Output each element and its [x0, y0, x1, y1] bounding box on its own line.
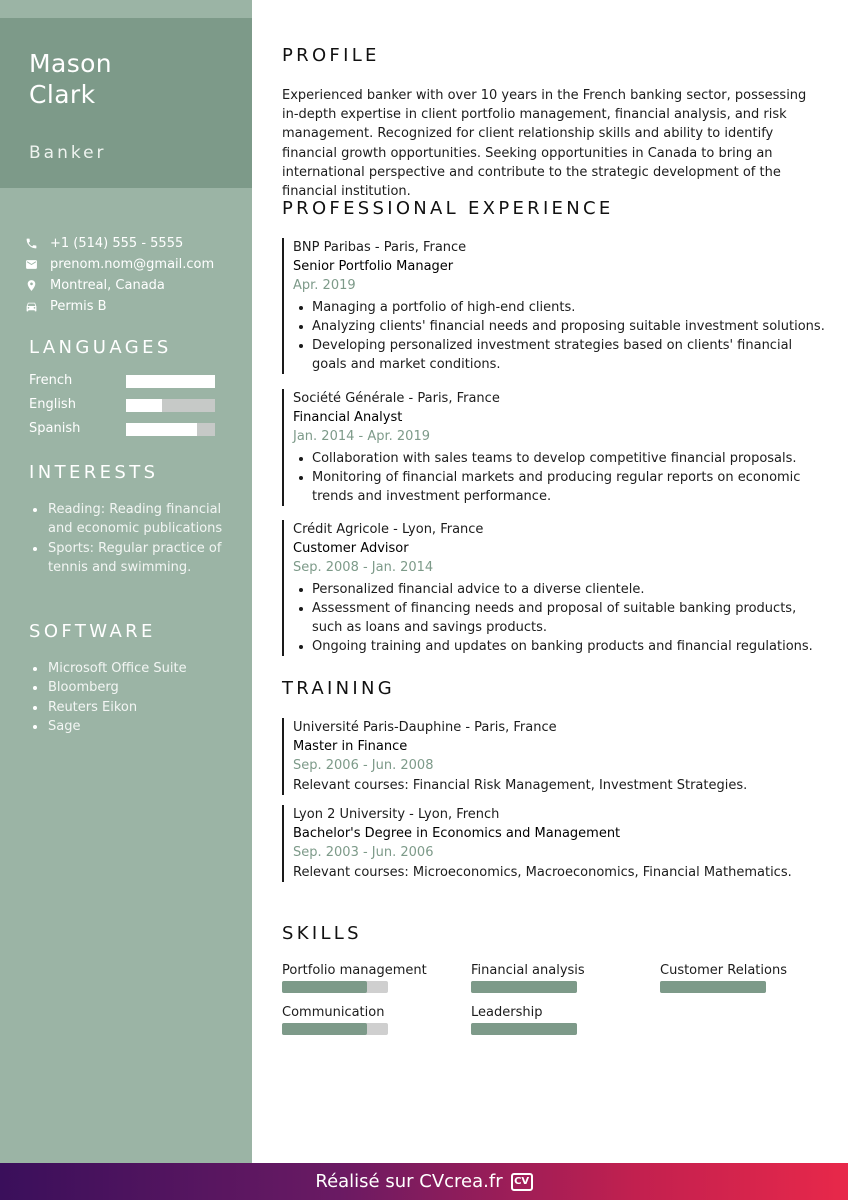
software-list [29, 659, 225, 736]
contact-phone [24, 233, 214, 254]
job-bullets [293, 298, 827, 375]
list-item: Monitoring of financial markets and producing regular reports on economic trends and investment performance. [293, 468, 827, 506]
phone-text: +1 (514) 555 - 5555 [50, 236, 184, 251]
skills-heading: SKILLS [282, 923, 362, 944]
skill-item [282, 1005, 452, 1035]
training-entry [282, 805, 827, 882]
languages-list [29, 373, 219, 445]
employer: BNP Paribas - Paris, France [293, 240, 467, 255]
language-level-bar [126, 399, 215, 412]
skill-item [471, 1005, 641, 1035]
training-entry [282, 718, 827, 795]
list-item: Managing a portfolio of high-end clients. [293, 298, 827, 317]
list-item: Microsoft Office Suite [29, 659, 225, 678]
job-dates: Sep. 2008 - Jan. 2014 [293, 560, 434, 576]
list-item: Ongoing training and updates on banking products and financial regulations. [293, 637, 827, 656]
school: Université Paris-Dauphine - Paris, France [293, 720, 557, 735]
location-pin-icon [24, 278, 39, 293]
footer-text[interactable]: Réalisé sur CVcrea.fr [315, 1171, 503, 1192]
language-level-bar [126, 375, 215, 388]
employer: Société Générale - Paris, France [293, 391, 500, 406]
location-text: Montreal, Canada [50, 278, 165, 293]
experience-heading: PROFESSIONAL EXPERIENCE [282, 198, 614, 219]
list-item: Sage [29, 717, 225, 736]
skill-item [471, 963, 641, 993]
employer: Crédit Agricole - Lyon, France [293, 522, 484, 537]
email-text: prenom.nom@gmail.com [50, 257, 215, 272]
list-item: Analyzing clients' financial needs and proposing suitable investment solutions. [293, 317, 827, 336]
experience-entry [282, 389, 827, 506]
list-item: Personalized financial advice to a diverse clientele. [293, 580, 827, 599]
software-heading: SOFTWARE [29, 621, 156, 642]
candidate-name [29, 48, 229, 110]
license-text: Permis B [50, 299, 107, 314]
job-bullets [293, 580, 827, 657]
job-title: Banker [29, 143, 107, 163]
language-label: English [29, 397, 76, 412]
list-item: Reuters Eikon [29, 698, 225, 717]
contact-email [24, 254, 214, 275]
list-item: Bloomberg [29, 678, 225, 697]
language-label: French [29, 373, 73, 388]
job-role: Financial Analyst [293, 410, 403, 426]
sidebar [0, 0, 252, 1163]
job-dates: Apr. 2019 [293, 278, 356, 294]
contact-license [24, 296, 214, 317]
job-role: Senior Portfolio Manager [293, 259, 454, 275]
training-heading: TRAINING [282, 678, 395, 699]
study-dates: Sep. 2006 - Jun. 2008 [293, 758, 434, 774]
language-level-bar [126, 423, 215, 436]
degree: Bachelor's Degree in Economics and Management [293, 826, 621, 842]
skill-level-bar [471, 981, 577, 993]
profile-text: Experienced banker with over 10 years in the French banking sector, possessing in-depth expertise in client portfolio management, financial analysis, and risk management. Recognized for client relationship skills and ability to identify financial growth opportunities. Seeking opportunities in Canada to bring an international perspective and contribute to the strategic development of the financial institution. [282, 88, 807, 200]
skill-item [282, 963, 452, 993]
skill-label: Financial analysis [471, 963, 585, 978]
footer-banner[interactable] [0, 1163, 848, 1200]
mail-icon [24, 257, 39, 272]
phone-icon [24, 236, 39, 251]
name-first: Mason [29, 49, 113, 78]
skill-level-bar [282, 1023, 388, 1035]
skill-level-bar [660, 981, 766, 993]
name-last: Clark [29, 80, 96, 109]
experience-entry [282, 520, 827, 656]
study-dates: Sep. 2003 - Jun. 2006 [293, 845, 434, 861]
experience-entry [282, 238, 827, 374]
list-item: Collaboration with sales teams to develop competitive financial proposals. [293, 449, 827, 468]
skill-label: Portfolio management [282, 963, 427, 978]
courses-text: Relevant courses: Microeconomics, Macroeconomics, Financial Mathematics. [293, 864, 792, 880]
contact-list [24, 233, 214, 317]
interests-heading: INTERESTS [29, 462, 159, 483]
job-bullets [293, 449, 827, 507]
language-item [29, 421, 219, 445]
profile-heading: PROFILE [282, 45, 380, 66]
list-item: Assessment of financing needs and proposal of suitable banking products, such as loans and savings products. [293, 599, 827, 637]
language-item [29, 373, 219, 397]
courses-text: Relevant courses: Financial Risk Management, Investment Strategies. [293, 777, 748, 793]
list-item: Developing personalized investment strategies based on clients' financial goals and market conditions. [293, 336, 827, 374]
car-icon [24, 299, 39, 314]
skill-level-bar [471, 1023, 577, 1035]
languages-heading: LANGUAGES [29, 337, 172, 358]
job-dates: Jan. 2014 - Apr. 2019 [293, 429, 430, 445]
degree: Master in Finance [293, 739, 408, 755]
list-item: Reading: Reading financial and economic publications [29, 500, 225, 539]
skill-level-bar [282, 981, 388, 993]
school: Lyon 2 University - Lyon, French [293, 807, 500, 822]
language-item [29, 397, 219, 421]
skill-item [660, 963, 830, 993]
list-item: Sports: Regular practice of tennis and swimming. [29, 539, 225, 578]
skill-label: Leadership [471, 1005, 543, 1020]
cv-logo-icon: CV [511, 1173, 533, 1191]
skill-label: Customer Relations [660, 963, 787, 978]
interests-list [29, 500, 225, 577]
language-label: Spanish [29, 421, 81, 436]
skill-label: Communication [282, 1005, 385, 1020]
job-role: Customer Advisor [293, 541, 409, 557]
contact-location [24, 275, 214, 296]
